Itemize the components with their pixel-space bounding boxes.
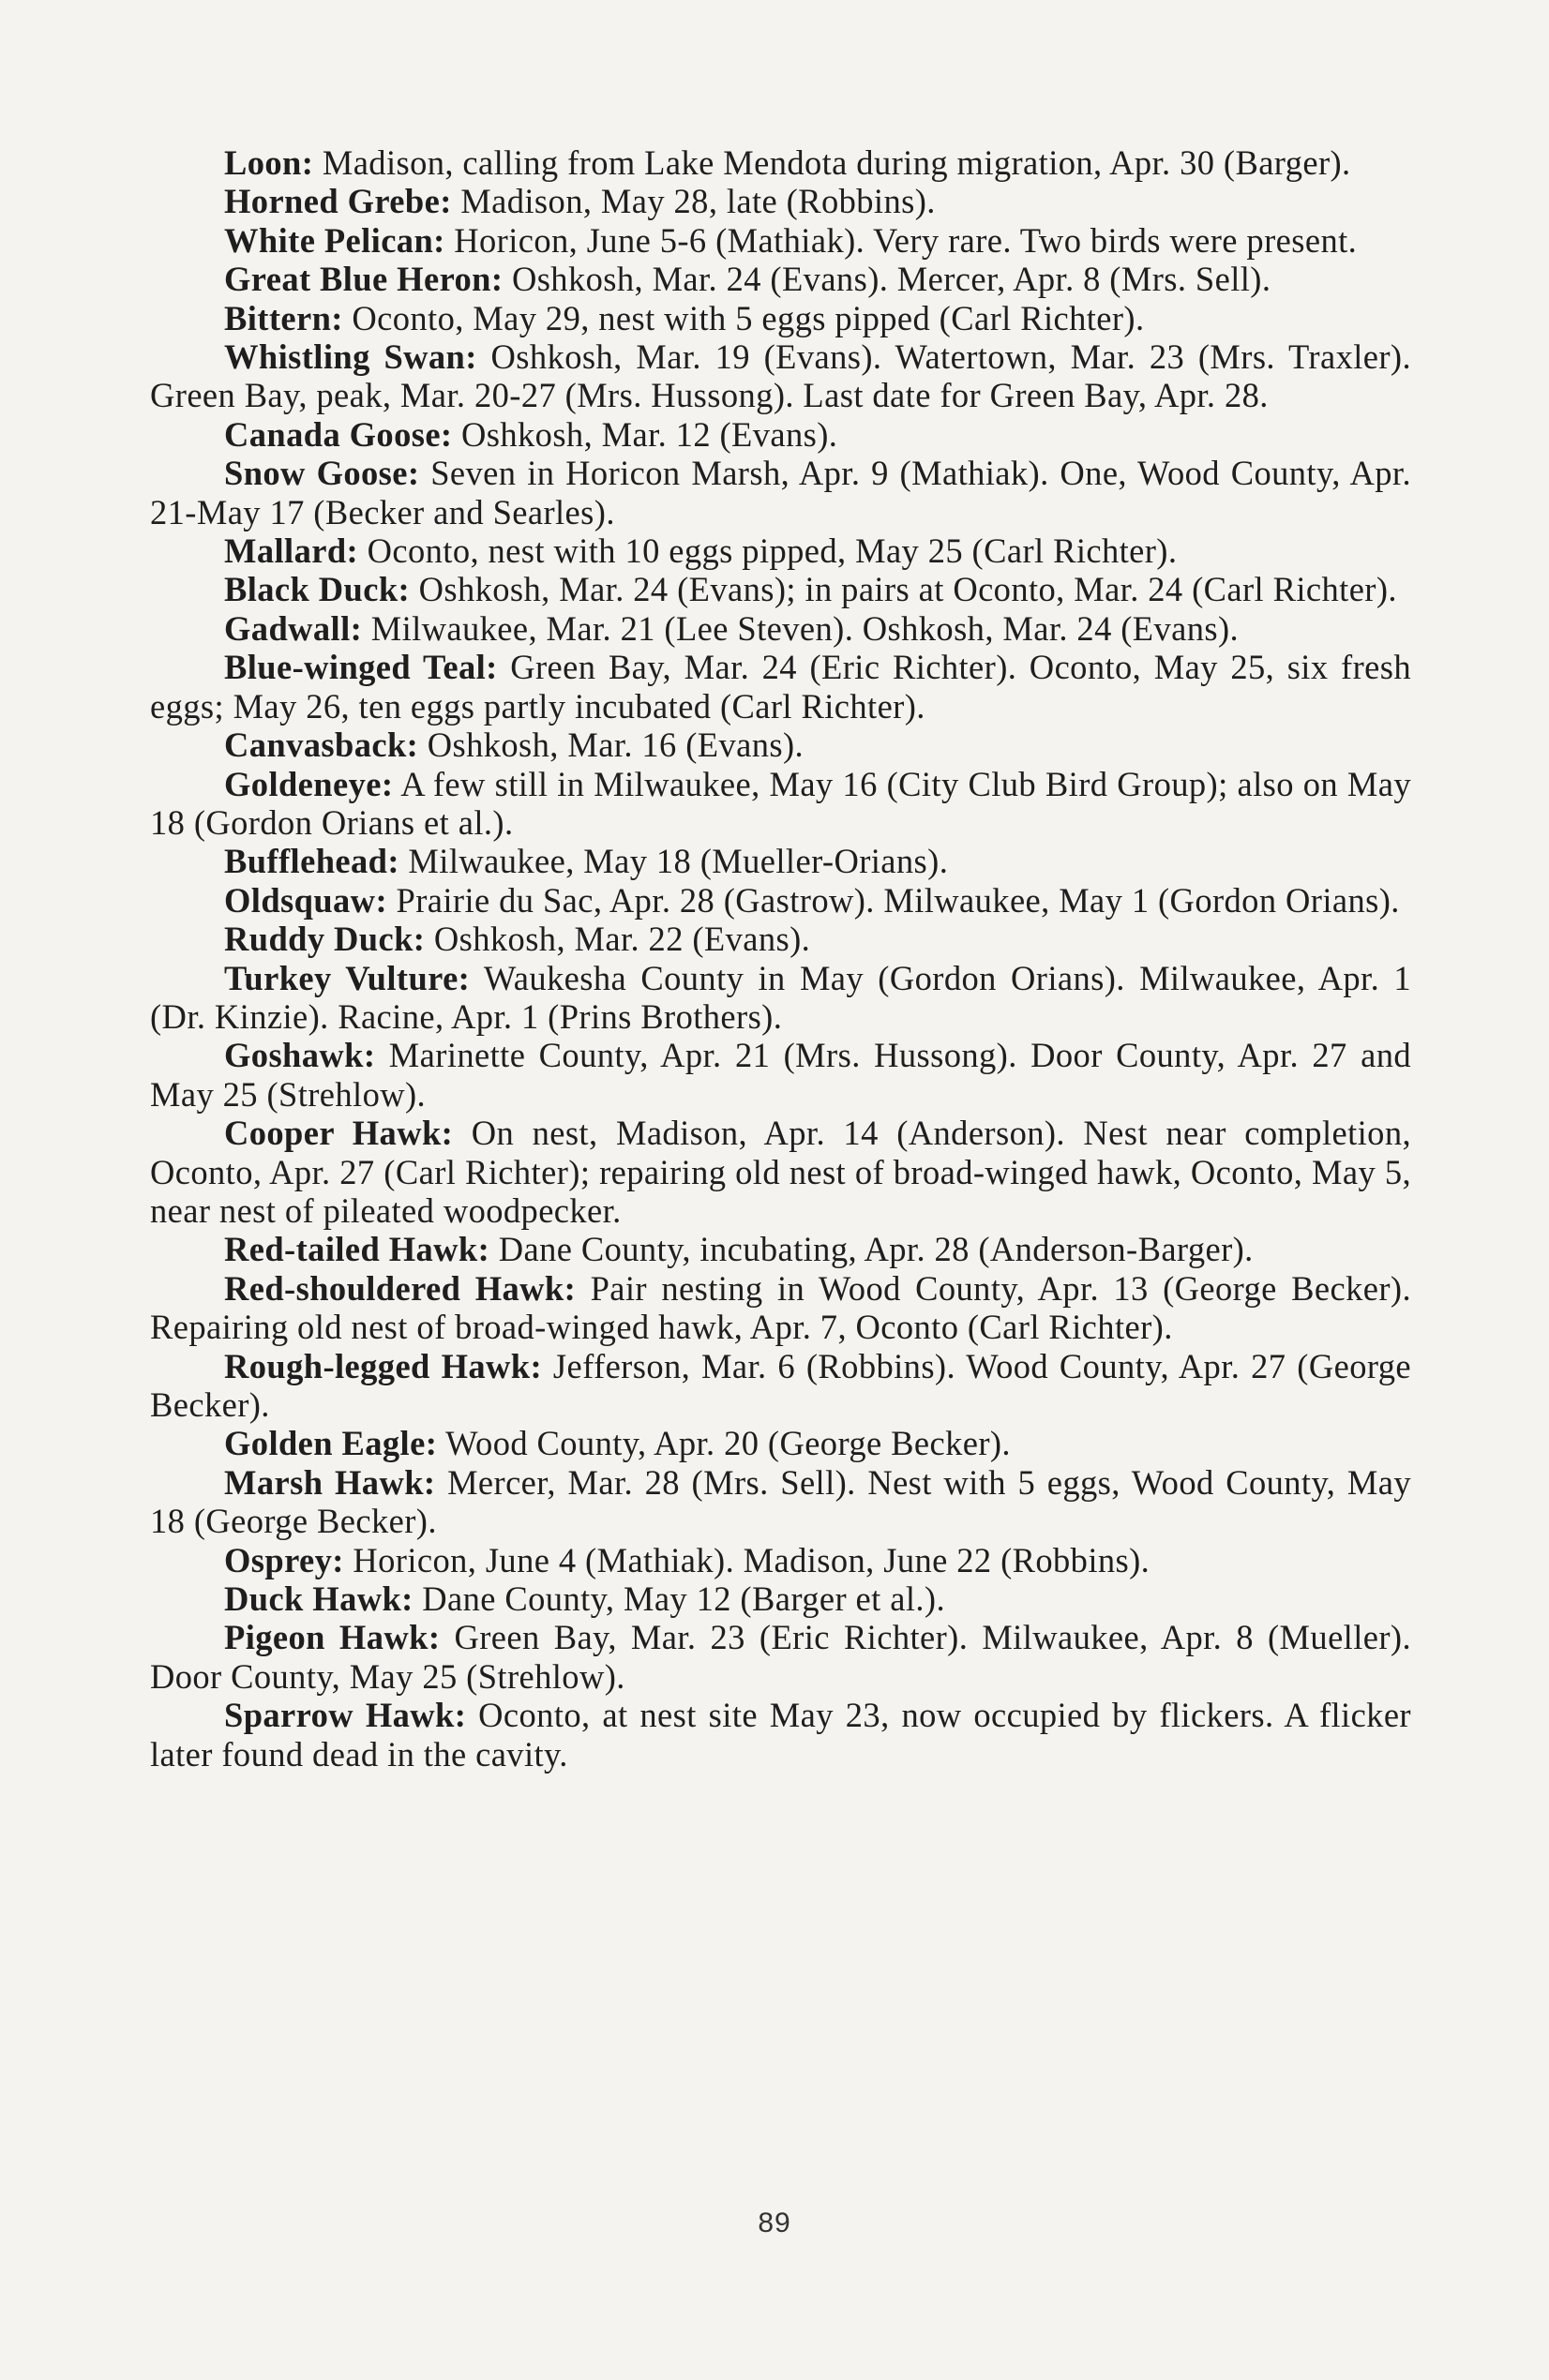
species-name: Osprey: [224,1540,344,1579]
entry-duck-hawk [150,1579,1411,1618]
species-name: Ruddy Duck: [224,920,426,959]
species-name: Canada Goose: [224,414,453,454]
document-body [150,143,1411,1774]
entry-text: Oshkosh, Mar. 24 (Evans). Mercer, Apr. 8 (Mrs. Sell). [503,260,1271,299]
entry-text: On nest, Madison, Apr. 14 (Anderson). Nest near completion, Oconto, Apr. 27 (Carl Richter); repairing old nest of broad-winged hawk, Oconto, May 5, near nest of pileated woodpecker. [150,1114,1412,1230]
entry-canvasback [150,726,1411,764]
species-name: Horned Grebe: [224,182,452,221]
entry-great-blue-heron [150,260,1411,298]
species-name: Blue-winged Teal: [224,648,498,687]
entry-blue-winged-teal [150,648,1411,726]
entry-text: Green Bay, Mar. 23 (Eric Richter). Milwaukee, Apr. 8 (Mueller). Door County, May 25 (Strehlow). [150,1618,1411,1696]
species-name: Rough-legged Hawk: [224,1346,543,1385]
species-name: Snow Goose: [224,454,420,493]
entry-gadwall [150,609,1411,648]
entry-white-pelican [150,221,1411,260]
entry-ruddy-duck [150,920,1411,958]
entry-bittern [150,299,1411,337]
entry-text: Green Bay, Mar. 24 (Eric Richter). Oconto, May 25, six fresh eggs; May 26, ten eggs partly incubated (Carl Richter). [150,648,1411,726]
entry-turkey-vulture [150,959,1411,1037]
species-name: Goshawk: [224,1036,376,1075]
species-name: Red-shouldered Hawk: [224,1268,577,1308]
entry-goshawk [150,1036,1411,1114]
species-name: Cooper Hawk: [224,1114,454,1153]
entry-text: Oconto, nest with 10 eggs pipped, May 25 (Carl Richter). [358,531,1178,571]
species-name: Red-tailed Hawk: [224,1230,490,1269]
entry-canada-goose [150,415,1411,454]
entry-horned-grebe [150,182,1411,220]
entry-black-duck [150,570,1411,608]
entry-text: Prairie du Sac, Apr. 28 (Gastrow). Milwaukee, May 1 (Gordon Orians). [387,880,1400,920]
species-name: Loon: [224,143,314,182]
entry-whistling-swan [150,337,1411,415]
entry-red-shouldered-hawk [150,1269,1411,1347]
entry-text: Milwaukee, May 18 (Mueller-Orians). [399,842,949,881]
species-name: Marsh Hawk: [224,1462,436,1502]
entry-snow-goose [150,454,1411,531]
entry-text: Horicon, June 5-6 (Mathiak). Very rare. Two birds were present. [444,220,1358,260]
species-name: Sparrow Hawk: [224,1696,467,1735]
species-name: Black Duck: [224,570,411,609]
entry-osprey [150,1541,1411,1579]
entry-mallard [150,531,1411,570]
entry-text: Oshkosh, Mar. 12 (Evans). [452,414,838,454]
entry-text: Dane County, incubating, Apr. 28 (Anderson-Barger). [489,1230,1254,1269]
species-name: Mallard: [224,531,359,571]
entry-text: Dane County, May 12 (Barger et al.). [413,1579,945,1619]
entry-text: Mercer, Mar. 28 (Mrs. Sell). Nest with 5 eggs, Wood County, May 18 (George Becker). [150,1462,1411,1541]
species-name: Whistling Swan: [224,337,477,377]
entry-text: Milwaukee, Mar. 21 (Lee Steven). Oshkosh, Mar. 24 (Evans). [362,608,1240,648]
species-name: Canvasback: [224,726,419,765]
entry-text: Oshkosh, Mar. 24 (Evans); in pairs at Oconto, Mar. 24 (Carl Richter). [410,570,1397,609]
species-name: Gadwall: [224,608,363,648]
species-name: Goldeneye: [224,764,394,803]
entry-sparrow-hawk [150,1696,1411,1774]
entry-text: Wood County, Apr. 20 (George Becker). [437,1424,1011,1463]
entry-text: Oconto, May 29, nest with 5 eggs pipped (Carl Richter). [342,298,1145,337]
entry-text: Horicon, June 4 (Mathiak). Madison, June 22 (Robbins). [343,1540,1150,1579]
species-name: Turkey Vulture: [224,958,471,997]
entry-red-tailed-hawk [150,1230,1411,1268]
entry-text: Oshkosh, Mar. 16 (Evans). [418,726,805,765]
entry-text: Pair nesting in Wood County, Apr. 13 (George Becker). Repairing old nest of broad-winged hawk, Apr. 7, Oconto (Carl Richter). [150,1268,1411,1347]
entry-goldeneye [150,765,1411,843]
entry-text: Waukesha County in May (Gordon Orians). Milwaukee, Apr. 1 (Dr. Kinzie). Racine, Apr. 1 (Prins Brothers). [150,958,1411,1036]
entry-pigeon-hawk [150,1618,1411,1696]
species-name: Great Blue Heron: [224,260,504,299]
entry-text: Oshkosh, Mar. 22 (Evans). [425,920,811,959]
species-name: White Pelican: [224,220,445,260]
entry-bufflehead [150,842,1411,880]
entry-oldsquaw [150,881,1411,920]
species-name: Bittern: [224,298,343,337]
entry-text: Jefferson, Mar. 6 (Robbins). Wood County, Apr. 27 (George Becker). [150,1346,1411,1424]
entry-text: Oshkosh, Mar. 19 (Evans). Watertown, Mar. 23 (Mrs. Traxler). Green Bay, peak, Mar. 20-27 (Mrs. Hussong). Last date for Green Bay, Apr. 28. [150,337,1411,415]
species-name: Duck Hawk: [224,1579,414,1619]
entry-text: Madison, calling from Lake Mendota during migration, Apr. 30 (Barger). [313,143,1351,182]
species-name: Golden Eagle: [224,1424,438,1463]
entry-text: Oconto, at nest site May 23, now occupied by flickers. A flicker later found dead in the cavity. [150,1696,1411,1774]
page-number: 89 [758,2208,791,2238]
species-name: Pigeon Hawk: [224,1618,441,1657]
species-name: Bufflehead: [224,842,399,881]
entry-text: A few still in Milwaukee, May 16 (City Club Bird Group); also on May 18 (Gordon Orians et al.). [150,764,1411,842]
entry-cooper-hawk [150,1114,1411,1230]
entry-marsh-hawk [150,1463,1411,1541]
entry-rough-legged-hawk [150,1347,1411,1425]
entry-text: Marinette County, Apr. 21 (Mrs. Hussong). Door County, Apr. 27 and May 25 (Strehlow). [150,1036,1411,1114]
species-name: Oldsquaw: [224,880,387,920]
entry-text: Madison, May 28, late (Robbins). [451,182,936,221]
entry-loon [150,143,1411,182]
entry-golden-eagle [150,1424,1411,1462]
entry-text: Seven in Horicon Marsh, Apr. 9 (Mathiak). One, Wood County, Apr. 21-May 17 (Becker and Searles). [150,454,1411,531]
